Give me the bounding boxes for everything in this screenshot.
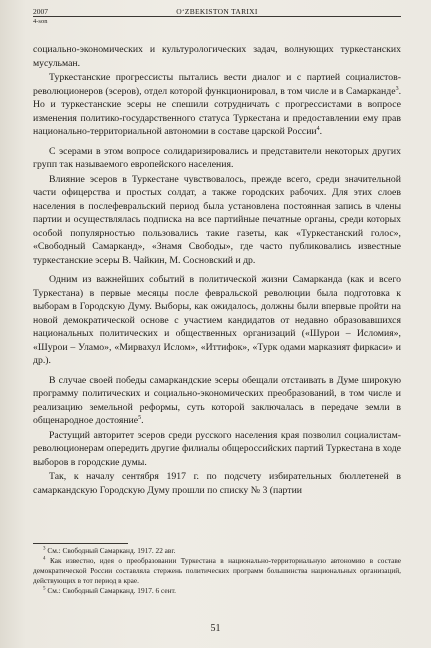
footnote-ref: 5 <box>138 414 142 421</box>
paragraph: В случае своей победы самаркандские эсеры обещали отстаивать в Думе широкую программу политических и социально-экономических преобразований, в том числе и реализацию земельной реформы, суть которой заключалась в передаче земли в общенародное достояние$^5$. <box>33 374 401 426</box>
header-issue: 4-son <box>33 18 48 25</box>
footnote: $^4$ Как известно, идея о преобразовании Туркестана в национально-территориальную автономию в составе демократической России составляла стержень политических программ большинства национальных организаций, действующих в тот период в крае. <box>33 556 401 585</box>
paragraph: С эсерами в этом вопросе солидаризировались и представители некоторых других групп так называемого европейского населения. <box>33 145 401 170</box>
paragraph: Туркестанские прогрессисты пытались вести диалог и с партией социалистов-революционеров (эсеров), отдел которой функционировал, в том числе и в Самарканде$^3$. Но и туркестанские эсеры не спешили сотрудничать с прогрессистами в вопросе изменения политико-государственного статуса Туркестана и предоставлении ему прав национально-территориальной автономии в составе царской России$^4$. <box>33 72 401 137</box>
body-text <box>33 43 401 497</box>
footnotes <box>33 546 401 596</box>
paragraph: Так, к началу сентября 1917 г. по подсчету избирательных бюллетеней в самаркандскую Городскую Думу прошли по списку № 3 (партии <box>33 471 401 496</box>
paragraph: Растущий авторитет эсеров среди русского населения края позволил социалистам-революционерам опередить другие филиалы общероссийских партий Туркестана в ходе выборов в городские думы. <box>33 429 401 468</box>
footnote-rule <box>33 543 128 544</box>
paragraph: Одним из важнейших событий в политической жизни Самарканда (как и всего Туркестана) в первые месяцы после февральской революции была подготовка к выборам в Городскую Думу. Выборы, как ожидалось, должны были впервые пройти на новой демократической основе с участием кандидатов от недавно образовавшихся национальных политических и общественных организаций («Шурои – Исломия», «Шурои – Уламо», «Мирвахул Ислом», «Иттифок», «Турк одами марказият фиркаси» и др.). <box>33 274 401 366</box>
running-header-issue <box>33 17 401 27</box>
footnote: $^5$ См.: Свободный Самарканд. 1917. 6 сент. <box>43 586 176 595</box>
page-number: 51 <box>210 623 221 634</box>
footnote-ref: 4 <box>316 125 320 132</box>
header-journal-title: O‘ZBEKISTON TARIXI <box>176 7 258 16</box>
header-year: 2007 <box>33 7 48 16</box>
paragraph: социально-экономических и культурологических задач, волнующих туркестанских мусульман. <box>33 44 401 69</box>
paragraph: Влияние эсеров в Туркестане чувствовалось, прежде всего, среди значительной части офицерства и простых солдат, а также городских рабочих. Для этих слоев населения в послефевральский период была установлена постоянная запись в члены партии и осуществлялась подписка на все партийные печатные органы, среди которых особой популярностью пользовались такие газеты, как «Туркестанский голос», «Свободный Самарканд», «Знамя Свободы», где часто публиковались известные туркестанские эсеры В. Чайкин, М. Сосновский и др. <box>33 173 401 266</box>
footnote-ref: 3 <box>395 85 399 92</box>
footnote: $^3$ См.: Свободный Самарканд. 1917. 22 авг. <box>43 546 176 555</box>
